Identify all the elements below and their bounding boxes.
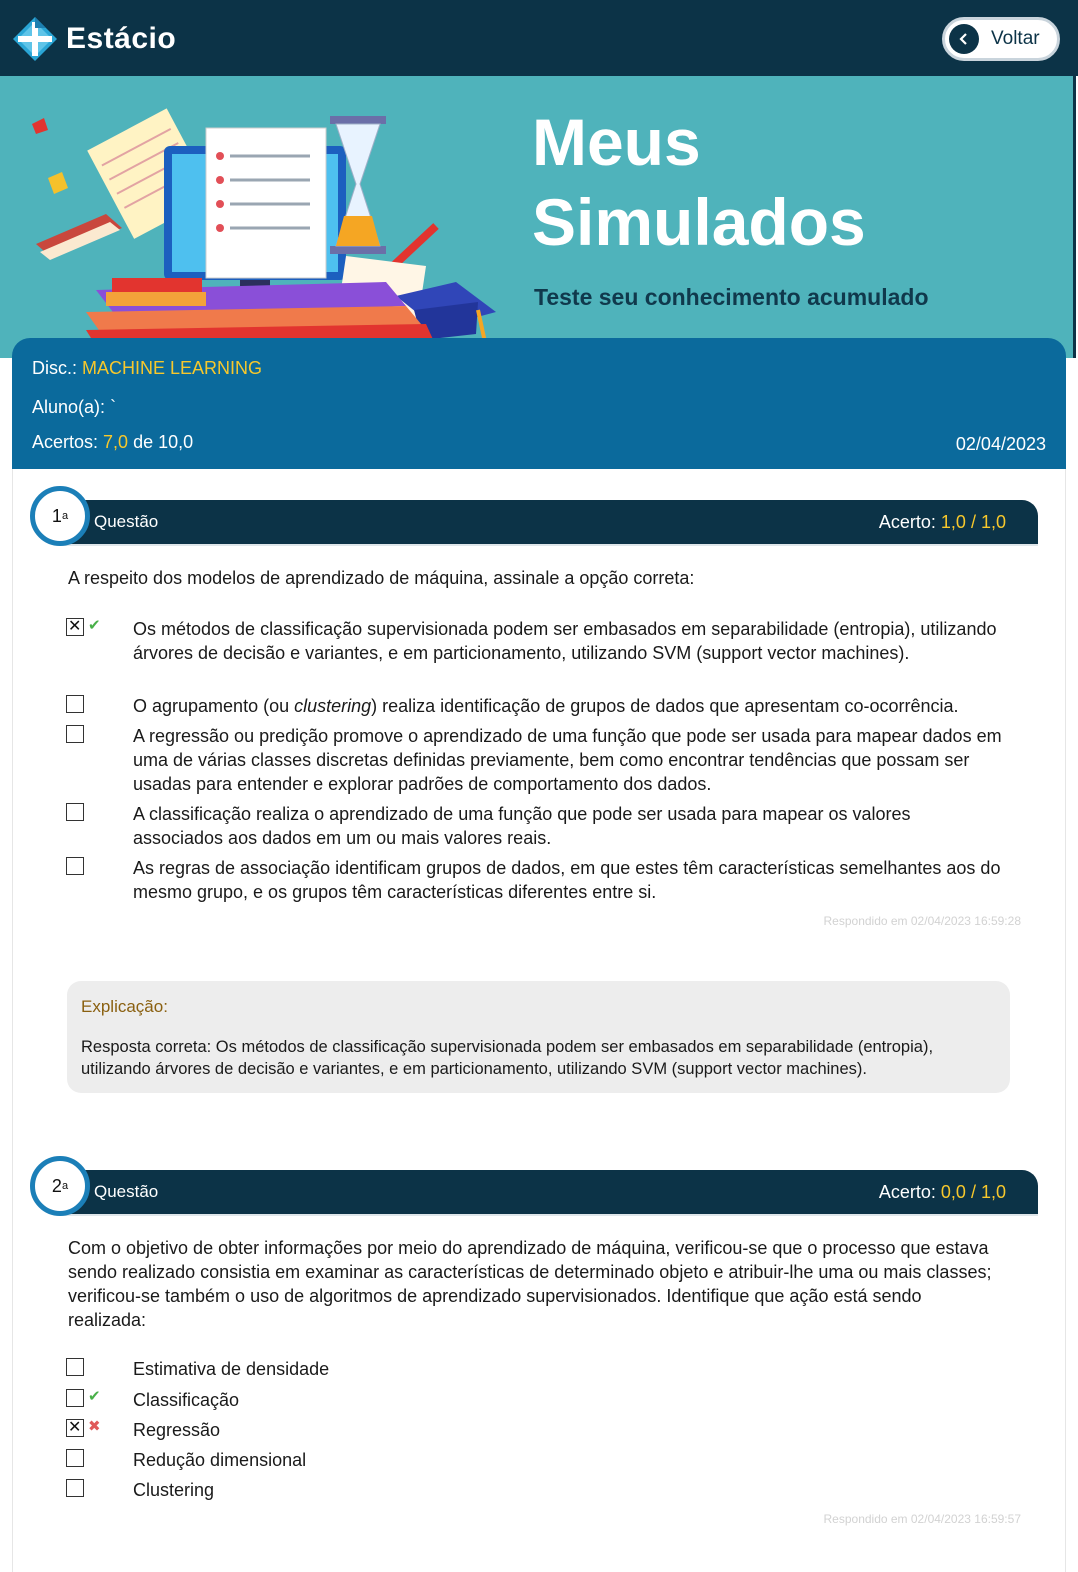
option-mark-empty [84,1448,114,1472]
option-text: Redução dimensional [133,1450,307,1470]
answer-option[interactable] [66,1448,1006,1472]
student-value: ` [110,397,117,417]
option-checkbox[interactable] [66,857,84,875]
option-mark-empty [84,1478,114,1502]
top-bar [0,0,1078,76]
study-illustration-icon [26,106,506,346]
answer-option[interactable] [66,1388,1006,1412]
student-row [32,397,116,418]
option-text: A classificação realiza o aprendizado de uma função que pode ser usada para mapear os valores associados aos dados em um ou mais valores reais. [133,804,911,848]
check-icon: ✔ [88,617,101,634]
answer-option[interactable] [66,724,1006,796]
estacio-logo[interactable] [12,16,176,62]
question-score-value: 1,0 [940,512,966,532]
option-text: As regras de associação identificam grupos de dados, em que estes têm características semelhantes aos do mesmo grupo, e os grupos têm características diferentes entre si. [133,858,1001,902]
question-header-underline [60,1214,1038,1216]
option-mark-empty [84,802,114,850]
answered-timestamp: Respondido em 02/04/2023 16:59:28 [823,914,1021,928]
option-mark-empty [84,856,114,904]
cross-icon: ✖ [88,1418,101,1435]
answer-option[interactable] [66,802,1006,850]
answer-option[interactable] [66,694,1006,718]
explanation-box [67,981,1010,1093]
page-title [532,102,866,262]
question-label: Questão [94,512,159,531]
check-icon: ✔ [88,1388,101,1405]
option-checkbox[interactable] [66,803,84,821]
discipline-label: Disc.: [32,358,77,378]
back-button-label: Voltar [991,28,1040,49]
question-number: 2 [51,1175,62,1196]
option-text: A regressão ou predição promove o aprendizado de uma função que pode ser usada para mapear dados em uma de várias classes discretas definidas previamente, bem como encontrar tendências que possam ser usadas para entender e explorar padrões de comportamento dos dados. [133,726,1002,794]
question-score-label: Acerto: [878,512,936,532]
answer-option[interactable] [66,1418,1006,1442]
chevron-left-icon [949,24,979,54]
student-label: Aluno(a): [32,397,106,417]
option-text-part: O agrupamento (ou [133,696,295,716]
question-header [30,486,1038,546]
question-number-badge [30,1156,90,1216]
discipline-row [32,358,262,379]
option-text [133,694,1005,718]
option-checkbox[interactable] [66,695,84,713]
page-subtitle: Teste seu conhecimento acumulado [534,284,929,310]
question-score-total: / 1,0 [970,1182,1006,1202]
question-score-value: 0,0 [940,1182,966,1202]
option-text: Regressão [133,1420,221,1440]
page-title-line2: Simulados [532,185,866,259]
score-label: Acertos: [32,432,99,452]
option-checkbox[interactable] [66,1419,84,1437]
exam-info-panel [12,338,1066,469]
question-score-total: / 1,0 [970,512,1006,532]
option-checkbox[interactable] [66,618,84,636]
page-title-line1: Meus [532,105,701,179]
option-mark-empty [84,1357,114,1381]
option-checkbox[interactable] [66,725,84,743]
question-score [879,512,1006,533]
hero-banner [0,76,1076,358]
score-value: 7,0 [103,432,129,452]
question-label: Questão [94,1182,159,1201]
answer-option[interactable] [66,1357,1006,1381]
option-checkbox[interactable] [66,1389,84,1407]
option-text: Classificação [133,1390,240,1410]
question-header [30,1156,1038,1216]
exam-date: 02/04/2023 [955,434,1046,454]
question-stem: A respeito dos modelos de aprendizado de máquina, assinale a opção correta: [68,568,695,588]
question-number: 1 [51,505,62,526]
option-checkbox[interactable] [66,1449,84,1467]
logo-text: Estácio [66,22,177,55]
question-ordinal: a [61,510,69,522]
score-total: de 10,0 [133,432,194,452]
discipline-value: MACHINE LEARNING [82,358,263,378]
answer-option[interactable] [66,856,1006,904]
question-score [879,1182,1006,1203]
estacio-logo-icon [12,16,58,62]
option-text: Os métodos de classificação supervisionada podem ser embasados em separabilidade (entropia), utilizando árvores de decisão e variantes, e em particionamento, utilizando SVM (support vector machines). [133,619,997,663]
back-button[interactable] [942,17,1060,61]
option-text: Clustering [133,1480,215,1500]
answered-timestamp: Respondido em 02/04/2023 16:59:57 [823,1512,1021,1526]
explanation-text: Resposta correta: Os métodos de classificação supervisionada podem ser embasados em separabilidade (entropia), utilizando árvores de decisão e variantes, e em particionamento, utilizando SVM (support vector machines). [81,1038,934,1078]
answer-option[interactable] [66,617,1006,665]
score-row [32,432,193,453]
option-mark-empty [84,724,114,796]
question-number-badge [30,486,90,546]
answer-option[interactable] [66,1478,1006,1502]
question-ordinal: a [61,1180,69,1192]
option-mark-empty [84,694,114,718]
question-header-underline [60,544,1038,546]
explanation-title: Explicação: [81,997,168,1016]
option-checkbox[interactable] [66,1479,84,1497]
option-text: Estimativa de densidade [133,1359,330,1379]
question-stem: Com o objetivo de obter informações por meio do aprendizado de máquina, verificou-se que o processo que estava sendo realizado consistia em examinar as características de determinado objeto e atribuir-lhe uma ou mais classes; verificou-se também o uso de algoritmos de aprendizado supervisionados. Identifique que ação está sendo realizada: [68,1238,992,1330]
question-score-label: Acerto: [878,1182,936,1202]
option-checkbox[interactable] [66,1358,84,1376]
option-text-emphasis: clustering [294,696,372,716]
option-text-part: ) realiza identificação de grupos de dados que apresentam co-ocorrência. [371,696,959,716]
